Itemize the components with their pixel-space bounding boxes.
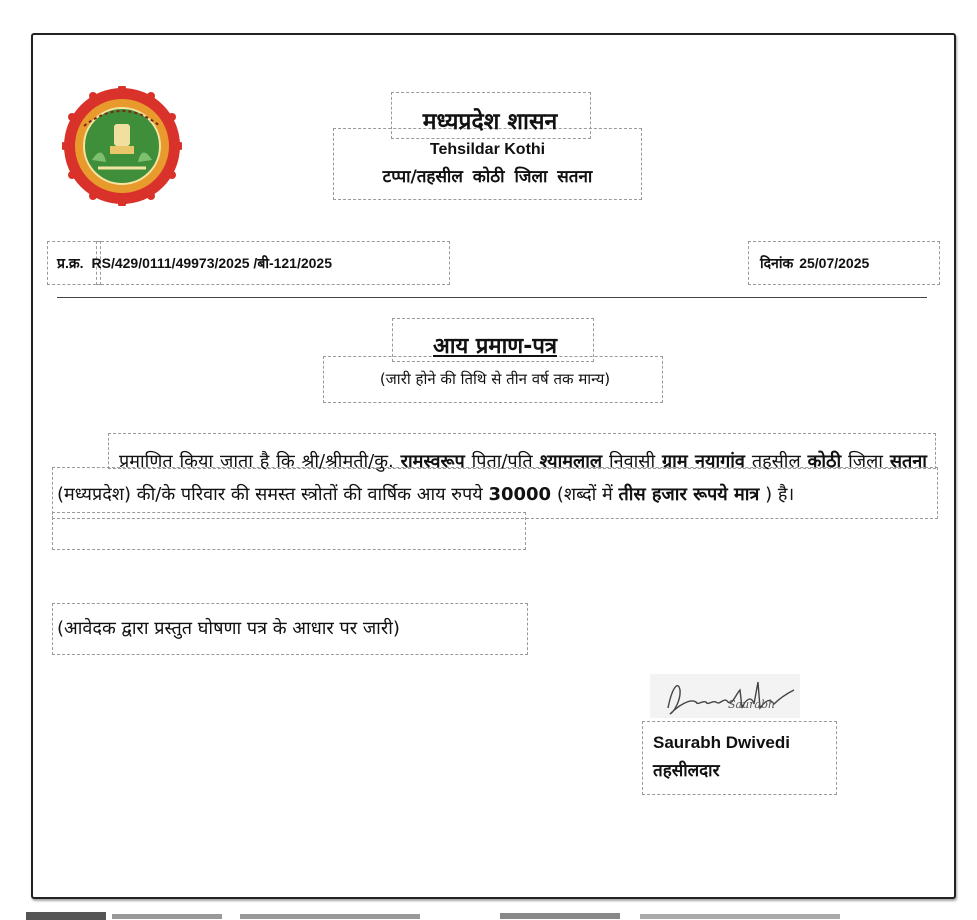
certificate-title: आय प्रमाण-पत्र bbox=[433, 334, 557, 359]
signatory-name: Saurabh Dwivedi bbox=[653, 733, 790, 752]
office-name: Tehsildar Kothi bbox=[429, 141, 546, 158]
body-closing: ) है। bbox=[765, 484, 795, 505]
tehsil-name: कोठी bbox=[807, 451, 842, 472]
district-label: जिला bbox=[848, 451, 883, 472]
resident-label: निवासी bbox=[608, 451, 656, 472]
tehsil-label: तहसील bbox=[751, 451, 801, 472]
reference-number bbox=[57, 254, 332, 273]
reference-label: प्र.क्र. bbox=[57, 255, 84, 271]
validity-note: (जारी होने की तिथि से तीन वर्ष तक मान्य) bbox=[379, 370, 611, 388]
signature-text: Saurabh bbox=[728, 698, 776, 711]
government-heading: मध्यप्रदेश शासन bbox=[422, 109, 558, 135]
date-label: दिनांक bbox=[760, 255, 794, 271]
reference-value: RS/429/0111/49973/2025 /बी-121/2025 bbox=[91, 255, 332, 271]
relation-label: पिता/पति bbox=[471, 451, 533, 472]
applicant-name: रामस्वरूप bbox=[400, 451, 465, 472]
region-box bbox=[52, 512, 526, 550]
jurisdiction-line: टप्पा/तहसील कोठी जिला सतना bbox=[382, 167, 593, 187]
signatory-designation: तहसीलदार bbox=[653, 761, 720, 781]
village-name: ग्राम नयागांव bbox=[662, 451, 745, 472]
words-label: (शब्दों में bbox=[556, 484, 613, 505]
father-name: श्यामलाल bbox=[539, 451, 603, 472]
income-words: तीस हजार रूपये मात्र bbox=[618, 484, 760, 505]
issue-date bbox=[760, 254, 869, 273]
date-value: 25/07/2025 bbox=[799, 255, 870, 271]
declaration-note: (आवेदक द्वारा प्रस्तुत घोषणा पत्र के आधार पर जारी) bbox=[57, 618, 400, 639]
mp-government-seal-icon bbox=[62, 86, 182, 206]
cropped-footer-strip bbox=[0, 906, 977, 920]
district-name: सतना bbox=[889, 451, 927, 472]
body-intro: प्रमाणित किया जाता है कि श्री/श्रीमती/कु. bbox=[119, 451, 394, 472]
income-phrase: (मध्यप्रदेश) की/के परिवार की समस्त स्त्रोतों की वार्षिक आय रुपये bbox=[57, 484, 483, 505]
certificate-body bbox=[57, 445, 927, 511]
divider bbox=[57, 297, 927, 298]
cropped-text-fragment bbox=[0, 906, 977, 920]
signature-image bbox=[650, 668, 800, 723]
income-amount: 30000 bbox=[488, 484, 552, 505]
